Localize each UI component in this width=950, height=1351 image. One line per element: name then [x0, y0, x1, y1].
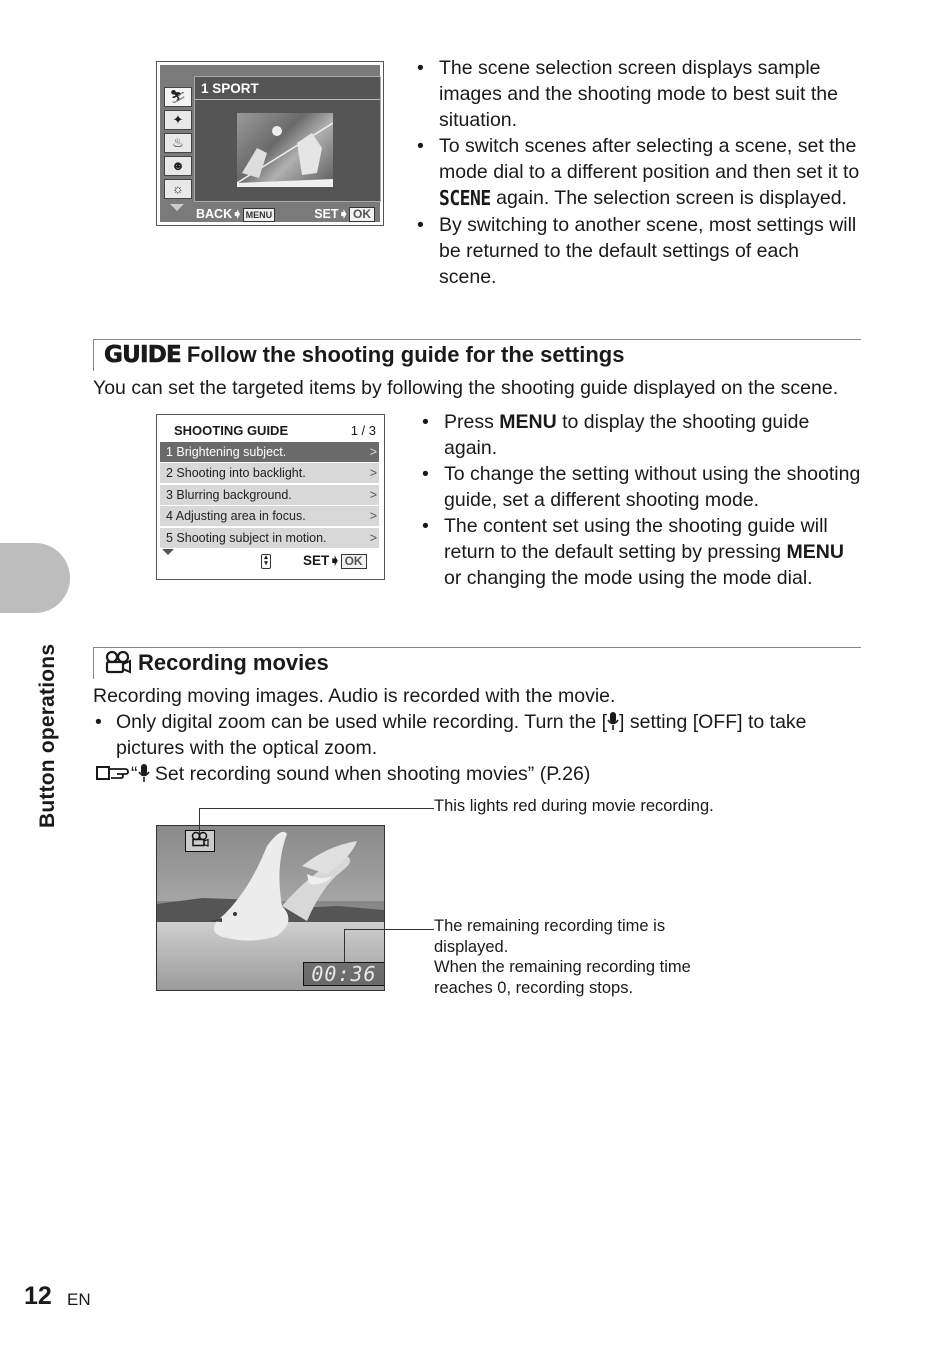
set-label: SET: [303, 553, 330, 568]
scroll-down-icon: [162, 549, 174, 555]
back-label: BACK: [196, 207, 233, 221]
scene-item-label: 1 SPORT: [201, 81, 259, 96]
remaining-time-counter: 00:36: [303, 962, 385, 986]
guide-section-title: Follow the shooting guide for the settings: [186, 342, 625, 367]
movie-bullet-cont: pictures with the optical zoom.: [116, 737, 378, 759]
sport-scene-icon: ⛷: [164, 87, 192, 107]
scroll-down-icon: [170, 204, 184, 211]
page-indicator: 1 / 3: [350, 423, 376, 438]
up-down-scroll-icon: ▴ ▾: [261, 554, 271, 569]
set-label: SET: [314, 207, 339, 221]
scene-icon-column: [164, 87, 194, 202]
sport-scene-panel: [194, 76, 381, 202]
arrow-icon: ➧: [329, 553, 341, 568]
movie-intro: Recording moving images. Audio is recorded with the movie.: [93, 685, 616, 707]
callout-leader: [344, 929, 345, 962]
callout-leader: [344, 929, 434, 930]
guide-icon: GUIDE: [104, 342, 181, 368]
movie-recording-screen: [156, 825, 385, 991]
scene-lcd-footer: [196, 206, 381, 222]
guide-section-heading: [93, 339, 861, 371]
ok-key-icon: OK: [349, 207, 375, 222]
party-scene-icon: ✦: [164, 110, 192, 130]
movie-section-heading: [93, 647, 861, 679]
guide-item: 1 Brightening subject. >: [160, 442, 379, 462]
callout-leader: [199, 808, 434, 809]
reference-hand-icon: [95, 763, 131, 783]
list-item: • To switch scenes after selecting a scene, set the mode dial to a different position and then set it to SCENE again. The selection screen is displayed.: [415, 133, 860, 212]
side-tab-label: Button operations: [36, 643, 59, 828]
shooting-guide-screen: [156, 414, 385, 580]
page-language: EN: [67, 1290, 91, 1309]
callout-recording-indicator: This lights red during movie recording.: [434, 797, 714, 815]
guide-intro: You can set the targeted items by following the shooting guide displayed on the scene.: [93, 377, 839, 399]
page-number: 12: [24, 1282, 52, 1310]
shooting-guide-title: SHOOTING GUIDE: [174, 423, 289, 438]
arrow-icon: ➧: [338, 207, 349, 221]
microphone-icon: [138, 763, 150, 783]
chevron-right-icon: >: [369, 509, 377, 523]
candle-scene-icon: ♨: [164, 133, 192, 153]
guide-item: 5 Shooting subject in motion. >: [160, 528, 379, 548]
chevron-right-icon: >: [369, 466, 377, 480]
scene-bullet-list: [415, 55, 860, 290]
chevron-right-icon: >: [369, 488, 377, 502]
reference-line: “ Set recording sound when shooting movies” (P.26): [95, 761, 590, 787]
scene-selection-screen: [156, 61, 384, 226]
chevron-right-icon: >: [369, 531, 377, 545]
people-scene-icon: ☻: [164, 156, 192, 176]
guide-bullet-list: [420, 409, 865, 591]
callout-leader: [199, 808, 200, 834]
callout-remaining-time: The remaining recording time is displayed. When the remaining recording time reaches 0, recording stops.: [434, 917, 691, 997]
movie-section-title: Recording movies: [138, 650, 329, 675]
list-item: • To change the setting without using the shooting guide, set a different shooting mode.: [420, 461, 865, 513]
microphone-icon: [607, 711, 619, 731]
list-item: • The scene selection screen displays sample images and the shooting mode to best suit the situation.: [415, 55, 860, 133]
guide-lcd-footer: [261, 553, 381, 569]
guide-item: 4 Adjusting area in focus. >: [160, 506, 379, 526]
list-item: • Press MENU to display the shooting guide again.: [420, 409, 865, 461]
arrow-icon: ➧: [232, 207, 243, 221]
list-item: • The content set using the shooting guide will return to the default setting by pressing MENU or changing the mode using the mode dial.: [420, 513, 865, 591]
movie-bullet: • Only digital zoom can be used while recording. Turn the [ ] setting [OFF] to take: [95, 711, 807, 733]
chevron-right-icon: >: [369, 445, 377, 459]
menu-key-icon: MENU: [243, 208, 276, 222]
volleyball-sample-image: [237, 113, 333, 187]
ok-key-icon: OK: [341, 554, 367, 569]
sunset-scene-icon: ☼: [164, 179, 192, 199]
side-tab-marker: [0, 543, 70, 613]
scene-mode-icon: SCENE: [439, 186, 491, 211]
guide-item: 3 Blurring background. >: [160, 485, 379, 505]
list-item: • By switching to another scene, most settings will be returned to the default settings of each scene.: [415, 212, 860, 290]
movie-camera-icon: [104, 650, 132, 674]
guide-item: 2 Shooting into backlight. >: [160, 463, 379, 483]
